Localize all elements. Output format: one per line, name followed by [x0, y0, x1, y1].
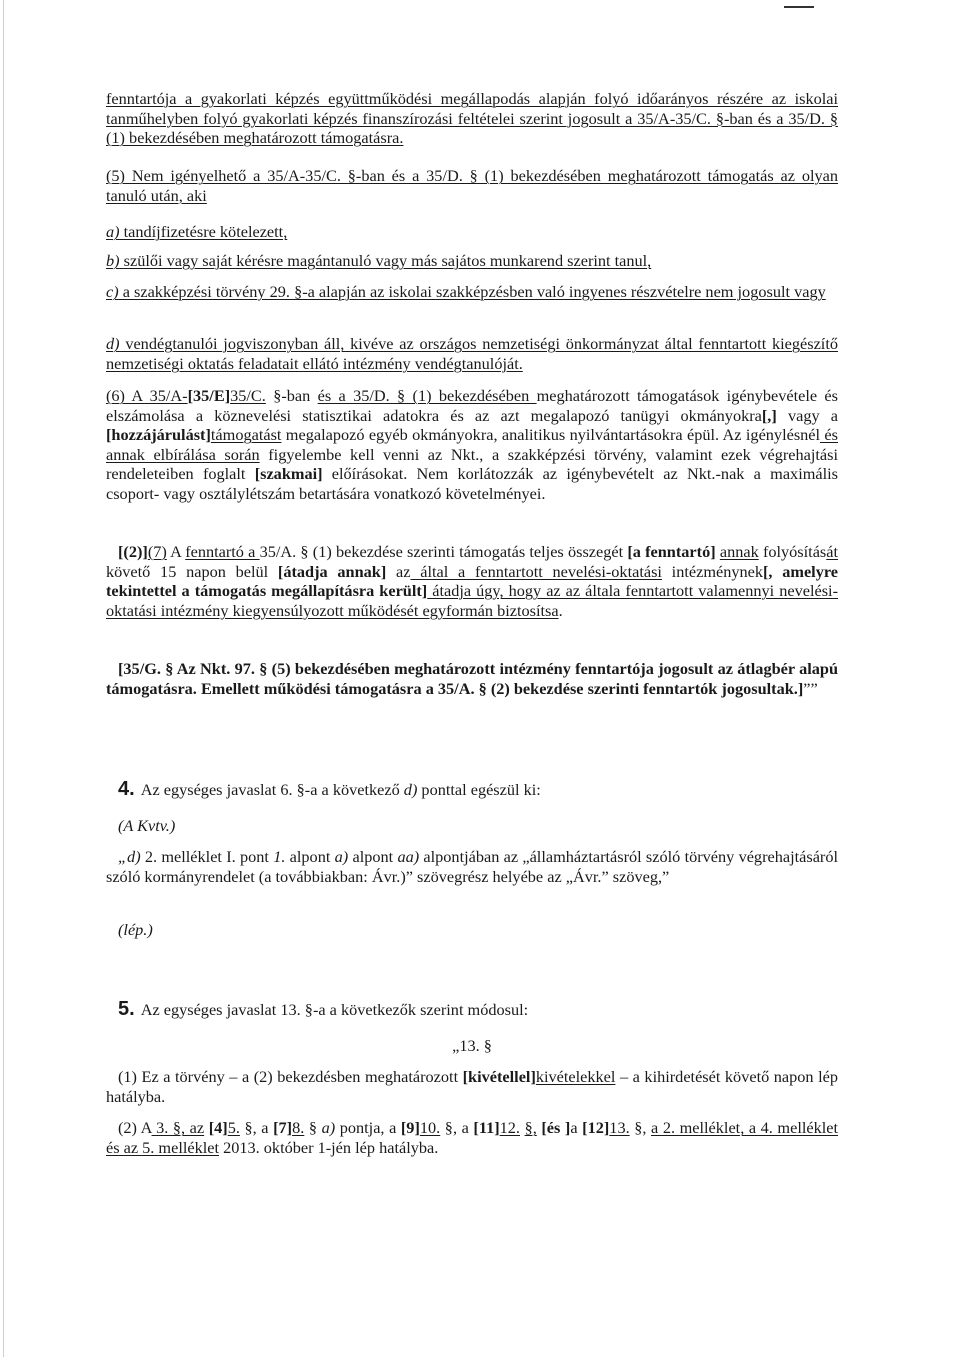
point-c: c) a szakképzési törvény 29. §-a alapján az iskolai szakképzésben való ingyenes részvételre nem jogosult vagy: [106, 282, 826, 301]
point-b: b) szülői vagy saját kérésre magántanuló vagy más sajátos munkarend szerint tanul,: [106, 251, 652, 270]
section-5-paragraph-2: (2) A 3. §, az [4]5. §, a [7]8. § a) pontja, a [9]10. §, a [11]12. §, [és ]a [12]13. §, a 2. melléklet, a 4. melléklet és az 5. melléklet 2013. október 1-jén lép hatályba.: [106, 1118, 839, 1157]
paragraph-7: [(2)](7) A fenntartó a 35/A. § (1) bekezdése szerinti támogatás teljes összegét [a fenntartó] annak folyósítását követő 15 napon belül [átadja annak] az által a fenntartott nevelési-oktatási intézménynek[, amelyre tekintettel a támogatás megállapításra került] átadja úgy, hogy az az általa fenntartott valamennyi nevelési-oktatási intézmény kiegyensúlyozott működését egyformán biztosítsa.: [106, 542, 839, 620]
top-right-mark: [784, 6, 814, 8]
section-4-context: (A Kvtv.): [118, 816, 176, 835]
point-a: a) tandíjfizetésre kötelezett,: [106, 222, 288, 241]
section-4-lep: (lép.): [118, 920, 153, 939]
section-4-point-d: „d) 2. melléklet I. pont 1. alpont a) alpont aa) alpontjában az „államháztartásról szóló törvény végrehajtásáról szóló kormányrendelet (a továbbiakban: Ávr.)” szövegrész helyébe az „Ávr.” szöveg,”: [106, 847, 839, 886]
section-5-intro: 5. Az egységes javaslat 13. §-a a következők szerint módosul:: [118, 998, 529, 1020]
section-4-intro: 4. Az egységes javaslat 6. §-a a következő d) ponttal egészül ki:: [118, 778, 541, 800]
paragraph-5: (5) Nem igényelhető a 35/A-35/C. §-ban és a 35/D. § (1) bekezdésében meghatározott támogatás az olyan tanuló után, aki: [106, 166, 838, 205]
left-edge-line: [3, 0, 4, 1357]
paragraph-6: (6) A 35/A-[35/E]35/C. §-ban és a 35/D. § (1) bekezdésében meghatározott támogatások igénybevétele és elszámolása a köznevelési statisztikai adatokra és az azt megalapozó tanügyi okmányokra[,] vagy a [hozzájárulást]támogatást megalapozó egyéb okmányokra, analitikus nyilvántartásokra épül. Az igénylésnél és annak elbírálása során figyelembe kell venni az Nkt., a szakképzési törvény, valamint ezek végrehajtási rendeleteiben foglalt [szakmai] előírásokat. Nem korlátozzák az igénybevételt az Nkt.-nak a maximális csoport- vagy osztálylétszám betartására vonatkozó követelményei.: [106, 386, 839, 503]
paragraph-35g: [35/G. § Az Nkt. 97. § (5) bekezdésében meghatározott intézmény fenntartója jogosult az átlagbér alapú támogatásra. Emellett működési támogatásra a 35/A. § (2) bekezdése szerinti fenntartók jogosultak.]””: [106, 659, 838, 698]
point-d: d) vendégtanulói jogviszonyban áll, kivéve az országos nemzetiségi önkormányzat által fenntartott kiegészítő nemzetiségi oktatás feladatait ellátó intézmény vendégtanulóját.: [106, 334, 838, 373]
paragraph-continuation: fenntartója a gyakorlati képzés együttműködési megállapodás alapján folyó időarányos részére az iskolai tanműhelyben folyó gyakorlati képzés finanszírozási feltételei szerint jogosult a 35/A-35/C. §-ban és a 35/D. § (1) bekezdésében meghatározott támogatásra.: [106, 89, 838, 147]
section-5-heading: „13. §: [452, 1036, 492, 1055]
section-5-paragraph-1: (1) Ez a törvény – a (2) bekezdésben meghatározott [kivétellel]kivételekkel – a kihirdetését követő napon lép hatályba.: [106, 1067, 838, 1106]
